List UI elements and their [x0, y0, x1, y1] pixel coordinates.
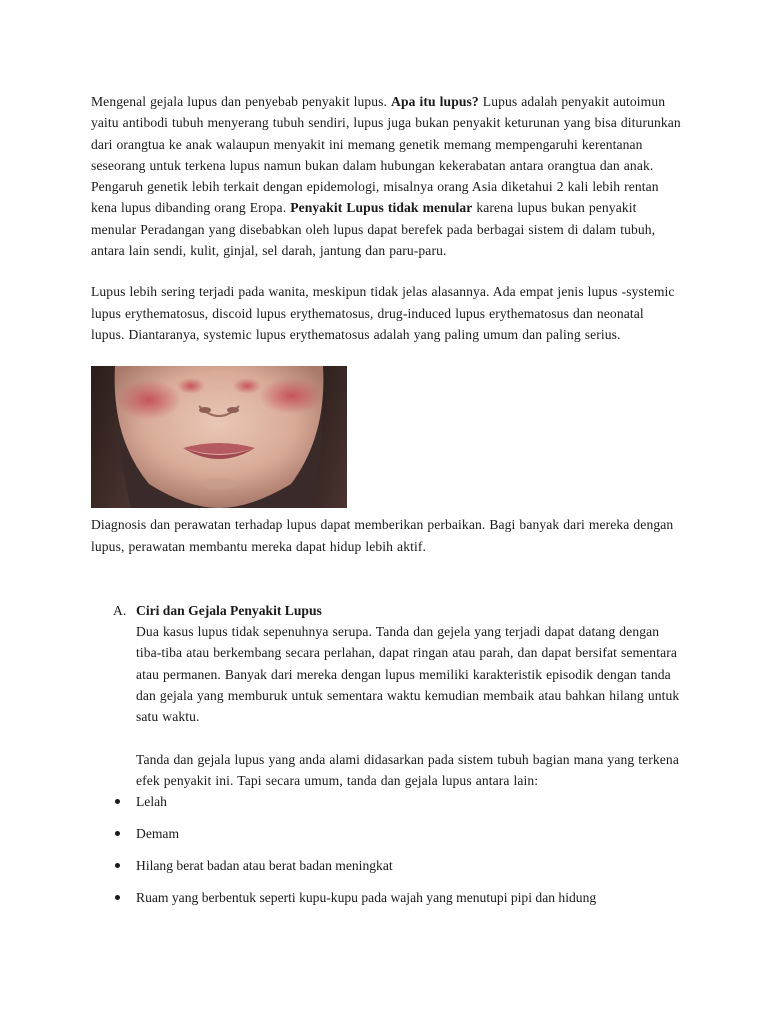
lupus-types-paragraph: Lupus lebih sering terjadi pada wanita, meskipun tidak jelas alasannya. Ada empat jenis lupus -systemic lupus erythematosus, discoid lupus erythematosus, drug-induced lupus erythematosus dan neonatal lupus. Diantaranya, systemic lupus erythematosus adalah yang paling umum dan paling serius.	[91, 284, 675, 342]
document-page	[91, 91, 681, 908]
text-run: Mengenal gejala lupus dan penyebab penyakit lupus.	[91, 94, 392, 109]
section-a	[91, 600, 681, 908]
bullet-icon	[115, 895, 120, 900]
bold-phrase: Penyakit Lupus tidak menular	[290, 200, 473, 216]
diagnosis-paragraph: Diagnosis dan perawatan terhadap lupus dapat memberikan perbaikan. Bagi banyak dari mereka dengan lupus, perawatan membantu mereka dapat hidup lebih aktif.	[91, 517, 674, 554]
section-a-heading	[91, 600, 681, 621]
list-item	[91, 887, 681, 908]
list-item-text: Lelah	[136, 794, 167, 810]
bullet-icon	[115, 863, 120, 868]
bold-phrase: Apa itu lupus?	[391, 94, 479, 109]
section-a-title: Ciri dan Gejala Penyakit Lupus	[136, 602, 322, 618]
text-run: karena lupus bukan penyakit menular Peradangan yang disebabkan oleh lupus dapat berefek pada berbagai sistem di dalam tubuh, antara lain sendi, kulit, ginjal, sel darah, jantung dan paru-paru.	[91, 200, 656, 259]
section-a-paragraph-2: Tanda dan gejala lupus yang anda alami didasarkan pada sistem tubuh bagian mana yang terkena efek penyakit ini. Tapi secara umum, tanda dan gejala lupus antara lain:	[136, 751, 679, 788]
list-item	[91, 823, 681, 844]
section-a-letter: A.	[113, 602, 127, 618]
section-a-paragraph-1: Dua kasus lupus tidak sepenuhnya serupa. Tanda dan gejela yang terjadi dapat datang dengan tiba-tiba atau berkembang secara perlahan, dapat ringan atau parah, dan dapat bersifat sementara atau permanen. Banyak dari mereka dengan lupus memiliki karakteristik episodik dengan tanda dan gejala yang memburuk untuk sementara waktu kemudian membaik atau bahkan hilang untuk satu waktu.	[136, 624, 680, 725]
list-item	[91, 791, 681, 812]
text-run: Lupus adalah penyakit autoimun yaitu antibodi tubuh menyerang tubuh sendiri, lupus juga bukan penyakit keturunan yang bisa diturunkan dari orangtua ke anak walaupun menyakit ini memang genetik memang mempengaruhi kerentanan seseorang untuk terkena lupus namun bukan dalam hubungan kekerabatan antara orangtua dan anak. Pengaruh genetik lebih terkait dengan epidemologi, misalnya orang Asia diketahui 2 kali lebih rentan kena lupus dibanding orang Eropa.	[91, 94, 681, 216]
bullet-icon	[115, 799, 120, 804]
list-item-text: Ruam yang berbentuk seperti kupu-kupu pada wajah yang menutupi pipi dan hidung	[136, 889, 597, 905]
bullet-icon	[115, 831, 120, 836]
list-item-text: Demam	[136, 826, 180, 842]
list-item	[91, 855, 681, 876]
symptom-list	[91, 791, 681, 908]
intro-paragraph	[91, 91, 681, 261]
list-item-text: Hilang berat badan atau berat badan meningkat	[136, 857, 393, 873]
butterfly-rash-photo	[91, 366, 347, 508]
